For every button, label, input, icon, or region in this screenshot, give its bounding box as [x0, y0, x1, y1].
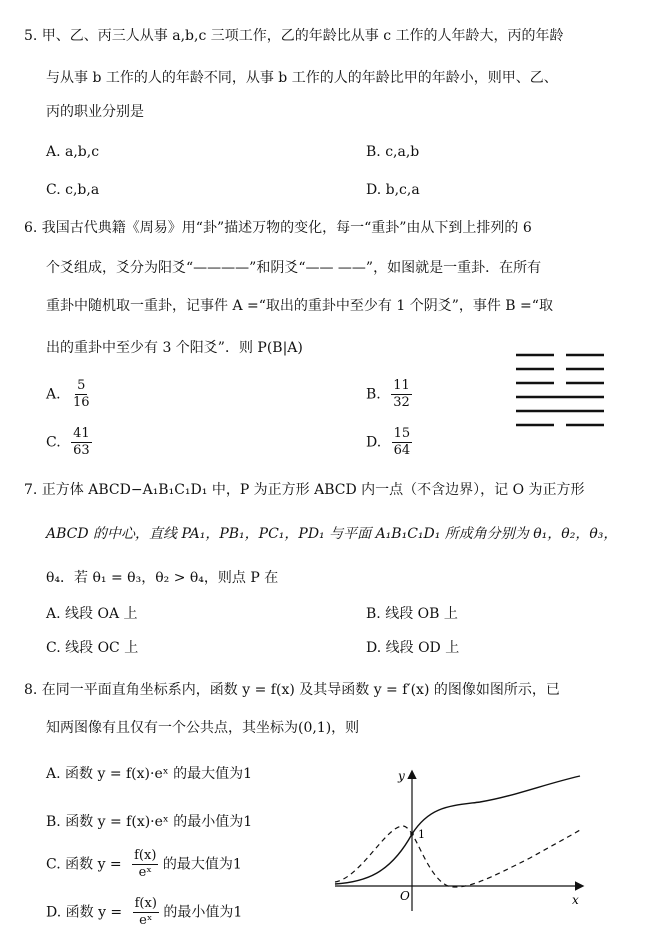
common-point: [410, 832, 414, 836]
point-label: 1: [418, 828, 425, 841]
f-curve: [335, 776, 580, 884]
q6-option-d-denominator: 64: [393, 443, 411, 458]
q6-option-d-numerator: 15: [393, 426, 411, 441]
y-axis-label: y: [398, 769, 405, 783]
q7-option-d: D. 线段 OD 上: [366, 640, 460, 656]
q5-option-b: B. c,a,b: [366, 144, 420, 160]
q6-line-4: 出的重卦中至少有 3 个阳爻”．则 P(B|A): [46, 340, 303, 356]
q5-option-c: C. c,b,a: [46, 182, 100, 198]
q5-option-a: A. a,b,c: [46, 144, 100, 160]
q7-line-3: θ₄．若 θ₁ = θ₃，θ₂ > θ₄，则点 P 在: [46, 570, 279, 586]
q6-option-a-fraction: [71, 378, 92, 411]
q7-option-a: A. 线段 OA 上: [46, 606, 138, 622]
q7-line-2: ABCD 的中心，直线 PA₁，PB₁，PC₁，PD₁ 与平面 A₁B₁C₁D₁ 所成角分别为 θ₁，θ₂，θ₃，: [46, 526, 618, 542]
hexagram-figure: [516, 352, 606, 432]
q6-option-d-label: D.: [366, 434, 382, 451]
q8-option-d-denominator: eˣ: [139, 913, 153, 928]
q6-option-b-fraction: [391, 378, 412, 411]
q5-line-3: 丙的职业分别是: [46, 104, 144, 120]
q6-line-1: 6. 我国古代典籍《周易》用“卦”描述万物的变化，每一“重卦”由从下到上排列的 6: [24, 220, 532, 236]
function-graph: [330, 766, 590, 916]
q8-option-d-suffix: 的最小值为1: [163, 904, 243, 921]
q6-option-a: [46, 378, 92, 411]
q8-option-c-denominator: eˣ: [138, 865, 152, 880]
q8-option-c: [46, 848, 242, 881]
q6-option-c: [46, 426, 92, 459]
q6-option-c-numerator: 41: [73, 426, 90, 441]
q5-line-1: 5. 甲、乙、丙三人从事 a,b,c 三项工作，乙的年龄比从事 c 工作的人年龄大，丙的年龄: [24, 28, 564, 44]
q8-option-c-fraction: [132, 848, 158, 881]
q6-option-a-numerator: 5: [77, 378, 86, 393]
q5-option-d: D. b,c,a: [366, 182, 420, 198]
q8-option-d-fraction: [133, 896, 159, 929]
q8-option-d-prefix: D. 函数 y =: [46, 904, 123, 921]
q8-option-d: [46, 896, 242, 929]
q6-option-c-denominator: 63: [73, 443, 90, 458]
q8-line-2: 知两图像有且仅有一个公共点，其坐标为(0,1)，则: [46, 720, 360, 736]
q6-line-2: 个爻组成，爻分为阳爻“————”和阴爻“—— ——”，如图就是一重卦．在所有: [46, 260, 542, 276]
q6-option-a-label: A.: [46, 386, 61, 403]
q8-option-c-numerator: f(x): [134, 848, 157, 863]
f-prime-curve: [335, 826, 580, 887]
q6-option-c-fraction: [71, 426, 92, 459]
q6-option-b-denominator: 32: [393, 395, 410, 410]
q6-option-b-label: B.: [366, 386, 381, 403]
q7-option-c: C. 线段 OC 上: [46, 640, 139, 656]
q7-line-1: 7. 正方体 ABCD−A₁B₁C₁D₁ 中，P 为正方形 ABCD 内一点（不含边界），记 O 为正方形: [24, 482, 585, 498]
q8-option-b: B. 函数 y = f(x)·eˣ 的最小值为1: [46, 814, 253, 830]
origin-label: O: [400, 889, 410, 903]
q5-line-2: 与从事 b 工作的人的年龄不同，从事 b 工作的人的年龄比甲的年龄小，则甲、乙、: [46, 70, 558, 86]
q8-line-1: 8. 在同一平面直角坐标系内，函数 y = f(x) 及其导函数 y = f′(x) 的图像如图所示，已: [24, 682, 560, 698]
q6-option-d-fraction: [392, 426, 413, 459]
q8-option-d-numerator: f(x): [134, 896, 157, 911]
q8-option-a: A. 函数 y = f(x)·eˣ 的最大值为1: [46, 766, 253, 782]
q6-option-c-label: C.: [46, 434, 61, 451]
q6-option-d: [366, 426, 412, 459]
x-axis-label: x: [572, 893, 579, 907]
q6-line-3: 重卦中随机取一重卦，记事件 A =“取出的重卦中至少有 1 个阴爻”，事件 B =“取: [46, 298, 553, 314]
q6-option-b-numerator: 11: [393, 378, 410, 393]
q7-option-b: B. 线段 OB 上: [366, 606, 458, 622]
q6-option-b: [366, 378, 412, 411]
q6-option-a-denominator: 16: [73, 395, 90, 410]
q8-option-c-prefix: C. 函数 y =: [46, 856, 122, 873]
q8-option-c-suffix: 的最大值为1: [162, 856, 242, 873]
